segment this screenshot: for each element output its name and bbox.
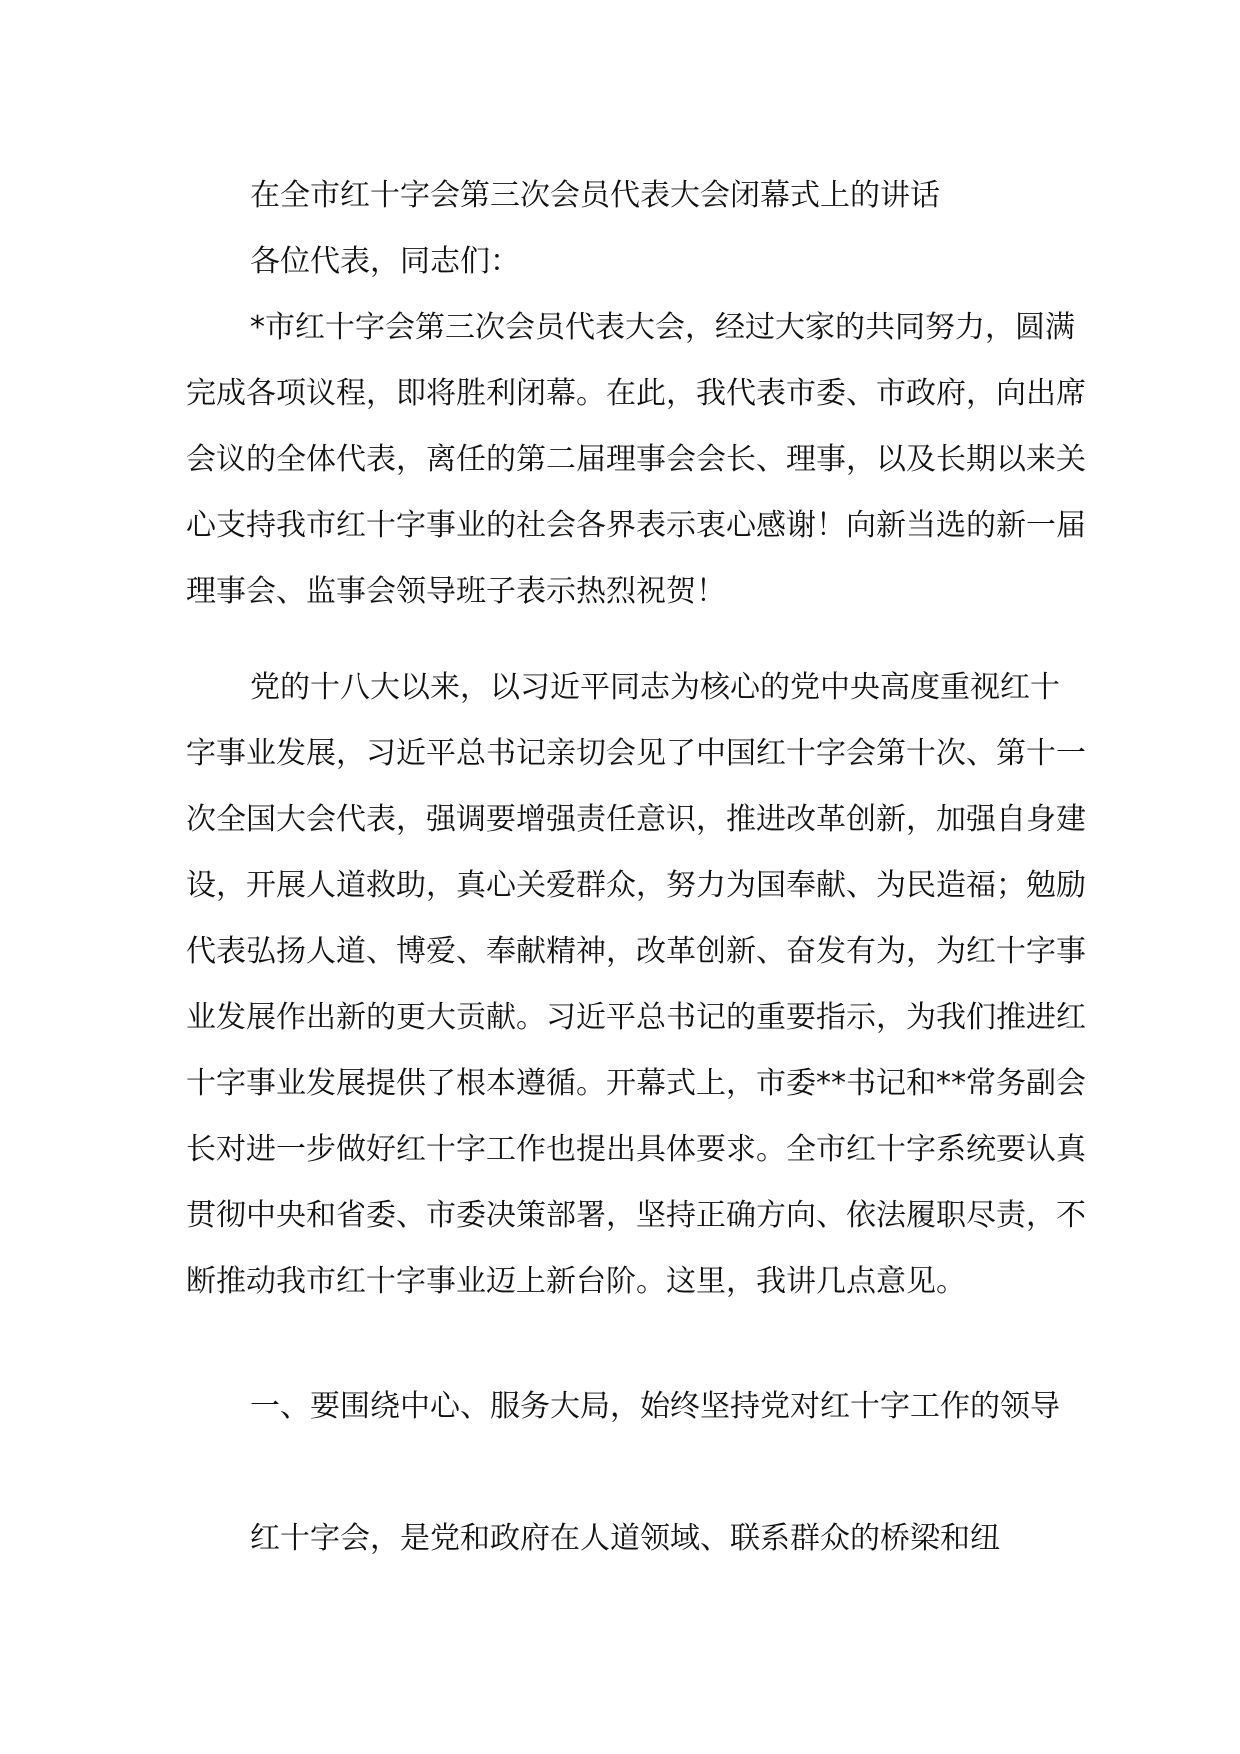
paragraph-text: 党的十八大以来，以习近平同志为核心的党中央高度重视红十字事业发展，习近平总书记亲切会见了中国红十字会第十次、第十一次全国大会代表，强调要增强责任意识，推进改革创新，加强自身建设，开展人道救助，真心关爱群众，努力为国奉献、为民造福；勉励代表弘扬人道、博爱、奉献精神，改革创新、奋发有为，为红十字事业发展作出新的更大贡献。习近平总书记的重要指示，为我们推进红十字事业发展提供了根本遵循。开幕式上，市委**书记和**常务副会长对进一步做好红十字工作也提出具体要求。全市红十字系统要认真贯彻中央和省委、市委决策部署，坚持正确方向、依法履职尽责，不断推动我市红十字事业迈上新台阶。这里，我讲几点意见。	[186, 670, 1086, 1299]
salutation: 各位代表，同志们：	[250, 244, 520, 279]
paragraph-background	[186, 655, 1086, 1315]
document-title: 在全市红十字会第三次会员代表大会闭幕式上的讲话	[250, 178, 940, 213]
paragraph-text: 红十字会，是党和政府在人道领域、联系群众的桥梁和纽	[250, 1521, 1000, 1556]
paragraph-text: *市红十字会第三次会员代表大会，经过大家的共同努力，圆满完成各项议程，即将胜利闭幕。在此，我代表市委、市政府，向出席会议的全体代表，离任的第二届理事会会长、理事，以及长期以来关心支持我市红十字事业的社会各界表示衷心感谢！向新当选的新一届理事会、监事会领导班子表示热烈祝贺！	[186, 310, 1086, 609]
section-heading-1	[186, 1374, 1086, 1440]
paragraph-opening	[186, 295, 1086, 625]
section-heading-text: 一、要围绕中心、服务大局，始终坚持党对红十字工作的领导	[250, 1389, 1060, 1424]
paragraph-red-cross-role	[186, 1506, 1086, 1572]
